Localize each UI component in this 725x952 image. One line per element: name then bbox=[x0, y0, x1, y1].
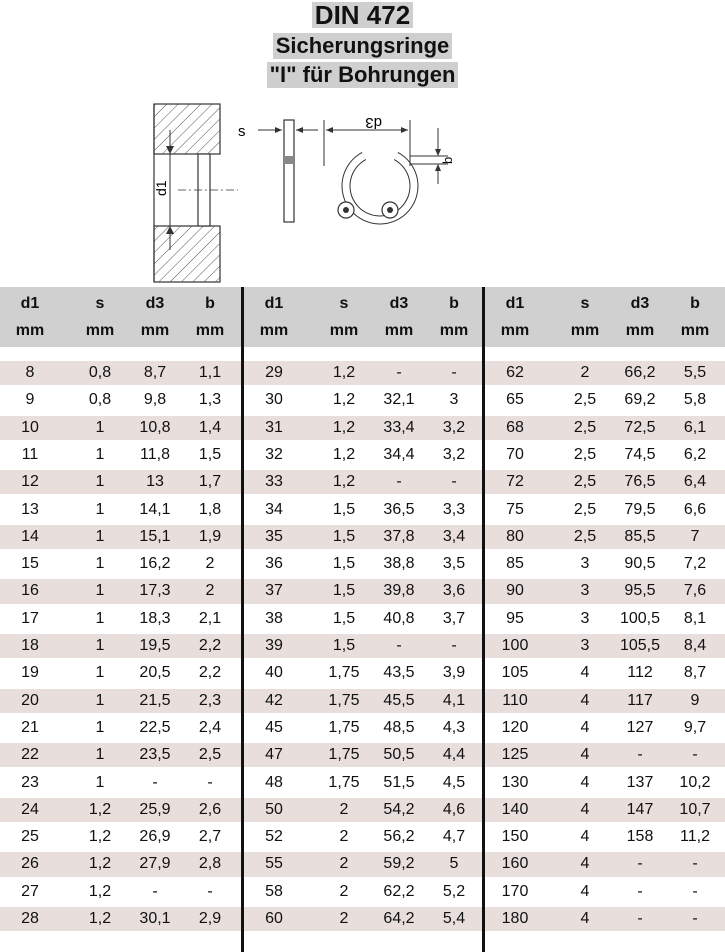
table-cell: 38,8 bbox=[383, 555, 415, 573]
table-cell: 9 bbox=[690, 691, 700, 709]
table-cell: 105,5 bbox=[619, 637, 661, 654]
table-cell: 3 bbox=[580, 555, 590, 573]
table-cell: 2,7 bbox=[198, 828, 222, 846]
column-header-b: b bbox=[205, 295, 215, 312]
table-cell: 1,2 bbox=[332, 364, 356, 381]
table-cell: 2 bbox=[339, 882, 349, 900]
table-cell: 51,5 bbox=[383, 773, 415, 791]
table-cell: 50,5 bbox=[383, 746, 415, 764]
table-cell: 100 bbox=[501, 637, 529, 654]
table-cell: 9,7 bbox=[683, 718, 707, 736]
column-header-s: s bbox=[339, 295, 349, 312]
table-cell: 17 bbox=[21, 609, 39, 627]
table-cell: 25 bbox=[21, 828, 39, 846]
column-unit: mm bbox=[140, 322, 170, 339]
table-cell: 3 bbox=[449, 391, 459, 409]
table-cell: 8,7 bbox=[143, 364, 167, 381]
table-cell: 1 bbox=[95, 445, 105, 463]
table-cell: 1,5 bbox=[332, 527, 356, 545]
table-cell: 70 bbox=[506, 445, 524, 463]
table-cell: 3 bbox=[580, 609, 590, 627]
table-cell: 1,4 bbox=[198, 418, 222, 436]
table-cell: 2,6 bbox=[198, 800, 222, 818]
table-cell: 8,1 bbox=[683, 609, 707, 627]
table-cell: 2,5 bbox=[573, 527, 597, 545]
table-cell: 32,1 bbox=[383, 391, 415, 409]
table-cell: - bbox=[207, 773, 213, 791]
table-cell: 2,9 bbox=[198, 910, 222, 927]
table-cell: 4 bbox=[580, 691, 590, 709]
table-cell: 140 bbox=[501, 800, 529, 818]
table-cell: 1 bbox=[95, 637, 105, 654]
table-cell: 5,5 bbox=[683, 364, 707, 381]
table-cell: 100,5 bbox=[619, 609, 661, 627]
table-cell: 3 bbox=[580, 582, 590, 600]
table-cell: 1 bbox=[95, 418, 105, 436]
table-cell: 2,1 bbox=[198, 609, 222, 627]
table-cell: 48,5 bbox=[383, 718, 415, 736]
table-cell: 85,5 bbox=[624, 527, 656, 545]
table-cell: 3,7 bbox=[442, 609, 466, 627]
table-cell: 4,1 bbox=[442, 691, 466, 709]
table-cell: 1,5 bbox=[198, 445, 222, 463]
table-cell: 9,8 bbox=[143, 391, 167, 409]
table-cell: 1,5 bbox=[332, 609, 356, 627]
table-cell: 48 bbox=[265, 773, 283, 791]
table-cell: 27 bbox=[21, 882, 39, 900]
table-cell: 2,3 bbox=[198, 691, 222, 709]
table-cell: 17,3 bbox=[139, 582, 171, 600]
column-unit: mm bbox=[439, 322, 469, 339]
table-cell: - bbox=[692, 746, 698, 764]
table-cell: 1,2 bbox=[332, 445, 356, 463]
table-cell: 64,2 bbox=[383, 910, 415, 927]
table-cell: 4 bbox=[580, 664, 590, 682]
table-cell: 22,5 bbox=[139, 718, 171, 736]
table-cell: 72 bbox=[506, 473, 524, 491]
table-cell: - bbox=[692, 910, 698, 927]
table-cell: 1 bbox=[95, 746, 105, 764]
table-cell: - bbox=[692, 882, 698, 900]
table-cell: 40 bbox=[265, 664, 283, 682]
table-cell: 43,5 bbox=[383, 664, 415, 682]
table-cell: 1,8 bbox=[198, 500, 222, 518]
table-cell: 1,2 bbox=[88, 828, 112, 846]
table-cell: 21,5 bbox=[139, 691, 171, 709]
table-cell: 4 bbox=[580, 910, 590, 927]
column-unit: mm bbox=[259, 322, 289, 339]
table-cell: 14 bbox=[21, 527, 39, 545]
table-cell: 95 bbox=[506, 609, 524, 627]
table-cell: 16 bbox=[21, 582, 39, 600]
table-cell: 1,2 bbox=[332, 418, 356, 436]
table-cell: 180 bbox=[501, 910, 529, 927]
table-cell: 0,8 bbox=[88, 364, 112, 381]
page-subtitle: Sicherungsringe bbox=[273, 33, 453, 59]
table-cell: 16,2 bbox=[139, 555, 171, 573]
table-cell: 120 bbox=[501, 718, 529, 736]
column-header-d3: d3 bbox=[389, 295, 409, 312]
table-cell: 4 bbox=[580, 855, 590, 873]
table-cell: 10,8 bbox=[139, 418, 171, 436]
table-cell: 26 bbox=[21, 855, 39, 873]
table-cell: 0,8 bbox=[88, 391, 112, 409]
table-cell: 3,9 bbox=[442, 664, 466, 682]
table-cell: 40,8 bbox=[383, 609, 415, 627]
column-header-d3: d3 bbox=[630, 295, 650, 312]
table-cell: 110 bbox=[502, 691, 528, 709]
table-cell: 58 bbox=[265, 882, 283, 900]
table-cell: 11,8 bbox=[140, 445, 170, 463]
table-cell: 23,5 bbox=[139, 746, 171, 764]
table-cell: 130 bbox=[501, 773, 529, 791]
table-cell: 8,4 bbox=[683, 637, 707, 654]
table-cell: 19,5 bbox=[139, 637, 171, 654]
table-cell: 21 bbox=[21, 718, 39, 736]
table-cell: 13 bbox=[146, 473, 164, 491]
table-cell: 28 bbox=[21, 910, 39, 927]
table-cell: 1,7 bbox=[198, 473, 222, 491]
table-cell: 54,2 bbox=[383, 800, 415, 818]
table-cell: 3,6 bbox=[442, 582, 466, 600]
table-cell: 85 bbox=[506, 555, 524, 573]
ring-front-view bbox=[324, 120, 448, 220]
s-label: s bbox=[238, 123, 246, 140]
column-unit: mm bbox=[15, 322, 45, 339]
table-cell: 4,6 bbox=[442, 800, 466, 818]
table-cell: 14,1 bbox=[139, 500, 171, 518]
table-cell: 2,2 bbox=[198, 637, 222, 654]
page-title: DIN 472 bbox=[312, 2, 413, 28]
table-cell: - bbox=[396, 473, 402, 491]
table-cell: 1,5 bbox=[332, 500, 356, 518]
table-cell: 147 bbox=[626, 800, 654, 818]
column-header-d1: d1 bbox=[264, 295, 284, 312]
table-cell: 74,5 bbox=[624, 445, 656, 463]
table-cell: 1,3 bbox=[198, 391, 222, 409]
table-cell: 65 bbox=[506, 391, 524, 409]
table-cell: 27,9 bbox=[139, 855, 171, 873]
column-unit: mm bbox=[500, 322, 530, 339]
table-cell: 45,5 bbox=[383, 691, 415, 709]
table-cell: 2,5 bbox=[573, 500, 597, 518]
table-cell: 5,4 bbox=[442, 910, 466, 927]
table-cell: 32 bbox=[265, 445, 283, 463]
table-cell: - bbox=[207, 882, 213, 900]
table-cell: - bbox=[396, 637, 402, 654]
table-cell: 2,5 bbox=[198, 746, 222, 764]
table-cell: 90,5 bbox=[624, 555, 656, 573]
table-cell: 2,4 bbox=[198, 718, 222, 736]
table-cell: 39,8 bbox=[383, 582, 415, 600]
table-cell: - bbox=[692, 855, 698, 873]
d3-label: d3 bbox=[365, 114, 382, 131]
table-cell: 59,2 bbox=[383, 855, 415, 873]
table-cell: 1,75 bbox=[328, 664, 360, 682]
table-cell: 30 bbox=[265, 391, 283, 409]
table-cell: 10,7 bbox=[679, 800, 711, 818]
retaining-ring-diagram bbox=[148, 100, 468, 285]
table-cell: 1 bbox=[95, 527, 105, 545]
table-cell: 1,2 bbox=[88, 882, 112, 900]
column-unit: mm bbox=[384, 322, 414, 339]
table-cell: 15 bbox=[21, 555, 39, 573]
table-cell: 95,5 bbox=[624, 582, 656, 600]
b-label: b bbox=[440, 156, 455, 164]
table-cell: 6,6 bbox=[683, 500, 707, 518]
table-cell: 29 bbox=[265, 364, 283, 381]
table-cell: 2,8 bbox=[198, 855, 222, 873]
table-cell: 8,7 bbox=[683, 664, 707, 682]
table-cell: 34 bbox=[265, 500, 283, 518]
table-cell: 4 bbox=[580, 828, 590, 846]
dimension-table bbox=[0, 287, 725, 952]
table-cell: 35 bbox=[265, 527, 283, 545]
table-cell: 5 bbox=[449, 855, 459, 873]
table-cell: 56,2 bbox=[383, 828, 415, 846]
table-cell: 1 bbox=[95, 773, 105, 791]
table-cell: 22 bbox=[21, 746, 39, 764]
table-cell: 1 bbox=[95, 664, 105, 682]
table-cell: 34,4 bbox=[383, 445, 415, 463]
table-cell: - bbox=[152, 773, 158, 791]
ring-side-view bbox=[258, 120, 318, 222]
table-cell: 2,5 bbox=[573, 445, 597, 463]
table-cell: 1 bbox=[95, 555, 105, 573]
table-cell: 3,2 bbox=[442, 445, 466, 463]
table-cell: 45 bbox=[265, 718, 283, 736]
table-cell: 1,5 bbox=[332, 637, 356, 654]
table-cell: 1,2 bbox=[332, 473, 356, 491]
table-cell: 8 bbox=[25, 364, 35, 381]
table-cell: 2,5 bbox=[573, 391, 597, 409]
table-cell: 37,8 bbox=[383, 527, 415, 545]
table-cell: 1,75 bbox=[328, 718, 360, 736]
table-cell: 52 bbox=[265, 828, 283, 846]
page-subtitle-2: "I" für Bohrungen bbox=[267, 62, 459, 88]
table-cell: 20,5 bbox=[139, 664, 171, 682]
table-cell: 5,8 bbox=[683, 391, 707, 409]
table-cell: 2 bbox=[339, 855, 349, 873]
table-cell: 19 bbox=[21, 664, 39, 682]
table-cell: 150 bbox=[501, 828, 529, 846]
table-cell: 2 bbox=[339, 910, 349, 927]
table-cell: 9 bbox=[25, 391, 35, 409]
table-cell: 4,5 bbox=[442, 773, 466, 791]
table-cell: 4 bbox=[580, 746, 590, 764]
table-cell: 60 bbox=[265, 910, 283, 927]
table-cell: 137 bbox=[626, 773, 654, 791]
table-cell: 11 bbox=[21, 445, 39, 463]
table-cell: 2,5 bbox=[573, 418, 597, 436]
table-cell: 15,1 bbox=[139, 527, 171, 545]
table-cell: 2 bbox=[339, 828, 349, 846]
title-block bbox=[0, 0, 725, 88]
table-cell: 125 bbox=[501, 746, 529, 764]
table-cell: 37 bbox=[265, 582, 283, 600]
table-cell: 12 bbox=[21, 473, 39, 491]
table-cell: 6,1 bbox=[683, 418, 707, 436]
table-cell: 75 bbox=[506, 500, 524, 518]
table-cell: 2,2 bbox=[198, 664, 222, 682]
column-header-b: b bbox=[449, 295, 459, 312]
table-cell: 1 bbox=[95, 609, 105, 627]
table-cell: 7,2 bbox=[683, 555, 707, 573]
table-cell: 4,4 bbox=[442, 746, 466, 764]
table-cell: 160 bbox=[501, 855, 529, 873]
table-cell: 4 bbox=[580, 800, 590, 818]
table-cell: 55 bbox=[265, 855, 283, 873]
column-header-d1: d1 bbox=[505, 295, 525, 312]
table-cell: 2 bbox=[205, 555, 215, 573]
table-cell: 127 bbox=[626, 718, 654, 736]
table-cell: 42 bbox=[265, 691, 283, 709]
table-cell: 31 bbox=[265, 418, 283, 436]
table-cell: 7 bbox=[690, 527, 700, 545]
table-cell: 66,2 bbox=[624, 364, 656, 381]
table-cell: 47 bbox=[265, 746, 283, 764]
table-cell: 10 bbox=[21, 418, 39, 436]
table-cell: 25,9 bbox=[139, 800, 171, 818]
d1-label: d1 bbox=[153, 180, 169, 196]
column-unit: mm bbox=[625, 322, 655, 339]
table-cell: 2 bbox=[339, 800, 349, 818]
column-header-s: s bbox=[95, 295, 105, 312]
table-cell: 4,3 bbox=[442, 718, 466, 736]
column-unit: mm bbox=[570, 322, 600, 339]
table-cell: 6,2 bbox=[683, 445, 707, 463]
table-cell: 1,75 bbox=[328, 773, 360, 791]
column-separator bbox=[482, 287, 485, 952]
table-cell: 2 bbox=[205, 582, 215, 600]
table-cell: 62 bbox=[506, 364, 524, 381]
column-unit: mm bbox=[195, 322, 225, 339]
column-unit: mm bbox=[680, 322, 710, 339]
table-cell: 5,2 bbox=[442, 882, 466, 900]
table-cell: 36 bbox=[265, 555, 283, 573]
table-cell: 1,75 bbox=[328, 691, 360, 709]
table-cell: 33 bbox=[265, 473, 283, 491]
table-cell: 4 bbox=[580, 882, 590, 900]
table-cell: - bbox=[451, 364, 457, 381]
table-cell: 1,2 bbox=[332, 391, 356, 409]
column-unit: mm bbox=[85, 322, 115, 339]
table-cell: 26,9 bbox=[139, 828, 171, 846]
table-cell: 1,1 bbox=[198, 364, 222, 381]
table-cell: 80 bbox=[506, 527, 524, 545]
column-separator bbox=[241, 287, 244, 952]
table-cell: 3 bbox=[580, 637, 590, 654]
table-cell: 3,5 bbox=[442, 555, 466, 573]
table-cell: 69,2 bbox=[624, 391, 656, 409]
table-cell: - bbox=[637, 910, 643, 927]
column-header-d3: d3 bbox=[145, 295, 165, 312]
table-cell: 112 bbox=[627, 664, 653, 682]
table-cell: 2 bbox=[580, 364, 590, 381]
table-cell: 7,6 bbox=[683, 582, 707, 600]
table-cell: 6,4 bbox=[683, 473, 707, 491]
table-cell: 10,2 bbox=[679, 773, 711, 791]
column-header-b: b bbox=[690, 295, 700, 312]
table-cell: 1 bbox=[95, 500, 105, 518]
table-cell: - bbox=[152, 882, 158, 900]
table-cell: - bbox=[637, 746, 643, 764]
table-cell: 1,75 bbox=[328, 746, 360, 764]
table-cell: 38 bbox=[265, 609, 283, 627]
table-cell: 4 bbox=[580, 773, 590, 791]
table-cell: 62,2 bbox=[383, 882, 415, 900]
table-cell: 1,5 bbox=[332, 555, 356, 573]
table-cell: 2,5 bbox=[573, 473, 597, 491]
table-cell: 39 bbox=[265, 637, 283, 654]
table-cell: 13 bbox=[21, 500, 39, 518]
table-cell: 90 bbox=[506, 582, 524, 600]
table-cell: 105 bbox=[501, 664, 529, 682]
table-cell: 20 bbox=[21, 691, 39, 709]
table-cell: 1,5 bbox=[332, 582, 356, 600]
table-cell: 4 bbox=[580, 718, 590, 736]
table-cell: 36,5 bbox=[383, 500, 415, 518]
table-cell: 18,3 bbox=[139, 609, 171, 627]
table-cell: 18 bbox=[21, 637, 39, 654]
table-cell: 1,2 bbox=[88, 855, 112, 873]
table-cell: 1,9 bbox=[198, 527, 222, 545]
table-cell: 50 bbox=[265, 800, 283, 818]
table-cell: 79,5 bbox=[624, 500, 656, 518]
table-cell: 72,5 bbox=[624, 418, 656, 436]
column-header-d1: d1 bbox=[20, 295, 40, 312]
table-cell: 4,7 bbox=[442, 828, 466, 846]
table-cell: 1,2 bbox=[88, 800, 112, 818]
table-cell: 1,2 bbox=[88, 910, 112, 927]
column-unit: mm bbox=[329, 322, 359, 339]
table-cell: 30,1 bbox=[139, 910, 171, 927]
table-cell: 23 bbox=[21, 773, 39, 791]
table-cell: - bbox=[451, 637, 457, 654]
table-cell: - bbox=[396, 364, 402, 381]
table-cell: 1 bbox=[95, 691, 105, 709]
table-cell: 76,5 bbox=[624, 473, 656, 491]
table-cell: 1 bbox=[95, 473, 105, 491]
table-cell: 3,3 bbox=[442, 500, 466, 518]
table-cell: 11,2 bbox=[680, 828, 710, 846]
table-cell: - bbox=[637, 855, 643, 873]
table-cell: 3,4 bbox=[442, 527, 466, 545]
column-header-s: s bbox=[580, 295, 590, 312]
table-cell: 3,2 bbox=[442, 418, 466, 436]
table-cell: 170 bbox=[501, 882, 529, 900]
table-cell: 158 bbox=[626, 828, 654, 846]
table-cell: 1 bbox=[95, 718, 105, 736]
table-cell: 1 bbox=[95, 582, 105, 600]
table-cell: - bbox=[637, 882, 643, 900]
table-cell: 117 bbox=[627, 691, 653, 709]
table-cell: 68 bbox=[506, 418, 524, 436]
table-cell: 33,4 bbox=[383, 418, 415, 436]
table-cell: - bbox=[451, 473, 457, 491]
table-cell: 24 bbox=[21, 800, 39, 818]
